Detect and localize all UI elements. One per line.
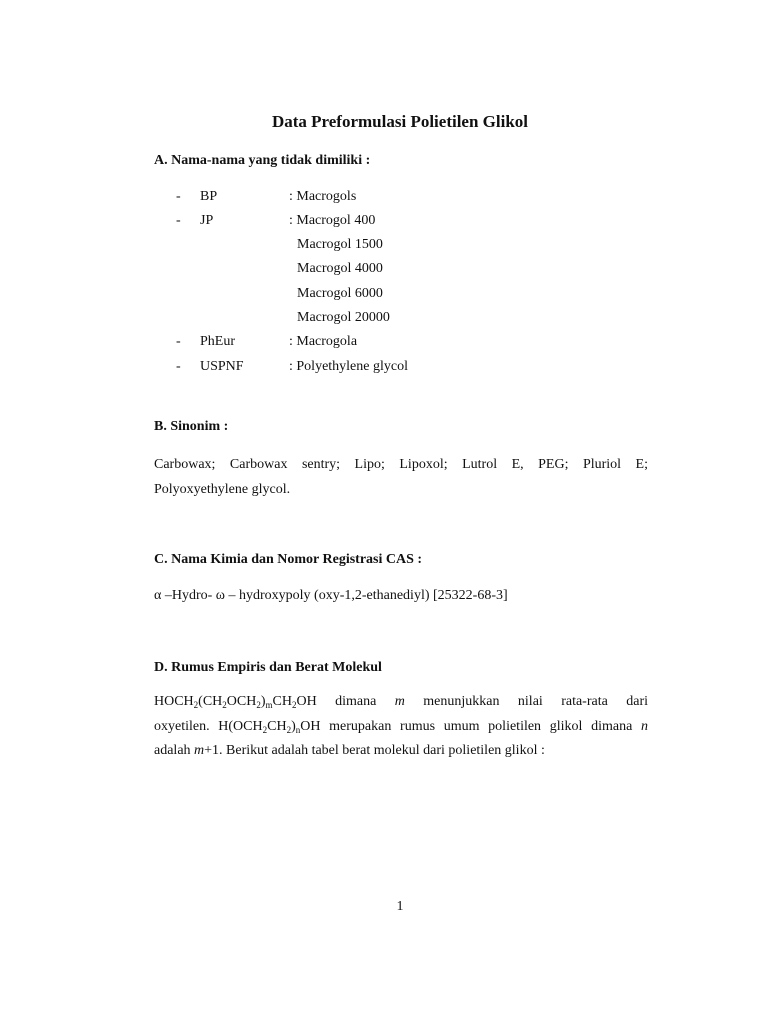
list-item-continuation [0,286,768,306]
list-value: : Polyethylene glycol [289,359,408,374]
section-c-heading: C. Nama Kimia dan Nomor Registrasi CAS : [154,552,423,567]
variable-m: m [194,743,205,758]
list-item-continuation [0,310,768,330]
paragraph-line: Polyoxyethylene glycol. [154,481,291,497]
list-item [0,334,768,354]
variable-n: n [641,718,648,734]
list-value: Macrogol 4000 [297,261,383,276]
section-b-heading: B. Sinonim : [154,419,229,434]
list-key: JP [200,213,214,228]
section-d-heading: D. Rumus Empiris dan Berat Molekul [154,660,382,675]
document-title: Data Preformulasi Polietilen Glikol [271,112,529,131]
list-item-continuation [0,261,768,281]
synonyms-paragraph [154,453,648,502]
list-bullet: - [176,189,181,204]
page-number: 1 [396,899,404,914]
paragraph-line: α –Hydro- ω – hydroxypoly (oxy-1,2-ethanediyl) [25322-68-3] [154,588,508,603]
list-bullet: - [176,213,181,228]
list-item [0,213,768,233]
list-value: : Macrogol 400 [289,213,376,228]
paragraph-line: adalah m+1. Berikut adalah tabel berat molekul dari polietilen glikol : [154,743,545,758]
list-item [0,359,768,379]
list-key: BP [200,189,218,204]
paragraph-line: Carbowax; Carbowax sentry; Lipo; Lipoxol; Lutrol E, PEG; Pluriol E; [154,457,648,472]
chemical-name-paragraph [154,584,648,609]
paragraph-line: $HOCH_2(CH_2OCH_2)_mCH_2OH$ dimana m menunjukkan nilai rata-rata dari [154,694,648,710]
list-key: PhEur [200,334,235,349]
list-value: : Macrogols [289,189,357,204]
list-bullet: - [176,359,181,374]
list-item-continuation [0,237,768,257]
formula: $HOCH_2(CH_2OCH_2)_mCH_2OH$ [154,694,317,710]
section-a-heading: A. Nama-nama yang tidak dimiliki : [154,153,371,168]
paragraph-line: oxyetilen. $H(OCH_2CH_2)_nOH$ merupakan rumus umum polietilen glikol dimana n [154,718,648,735]
list-value: Macrogol 1500 [297,237,383,252]
variable-m: m [394,694,405,709]
empirical-formula-paragraph [154,690,648,764]
list-value: Macrogol 20000 [297,310,390,325]
list-key: USPNF [200,359,244,374]
list-item [0,189,768,209]
list-value: Macrogol 6000 [297,286,383,301]
list-bullet: - [176,334,181,349]
list-value: : Macrogola [289,334,358,349]
